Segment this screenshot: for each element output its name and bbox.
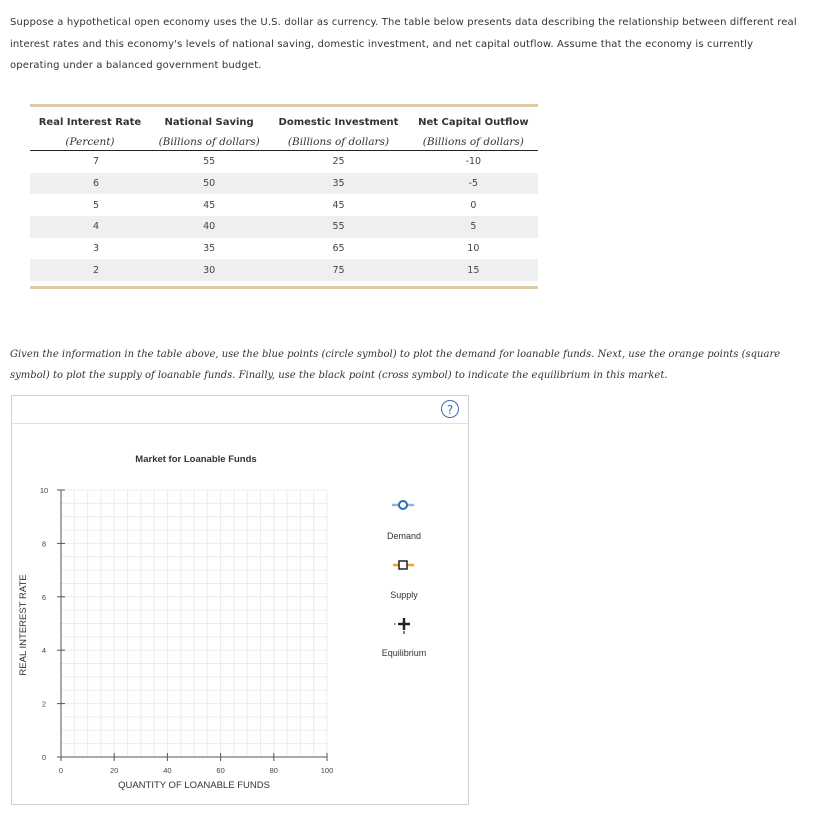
table-cell: 55 <box>203 156 216 168</box>
x-tick-label: 80 <box>269 766 278 775</box>
table-cell: 5 <box>92 199 99 211</box>
intro-paragraph: Suppose a hypothetical open economy uses the U.S. dollar as currency. The table below presents data describing the relationship between different real interest rates and this economy's levels of national saving, domestic investment, and net capital outflow. Assume that the economy is currently operating under a balanced government budget. <box>10 17 797 71</box>
table-cell: -5 <box>409 173 538 195</box>
instructions-text: Given the information in the table above, use the blue points (circle symbol) to plot the demand for loanable funds. Next, use the orange points (square symbol) to plot the supply of loanable funds. Finally, use the black point (cross symbol) to indicate the equilibrium in this market. <box>10 349 781 381</box>
chart-title: Market for Loanable Funds <box>135 454 257 465</box>
y-tick-label: 8 <box>41 539 47 549</box>
table-cell: 55 <box>268 216 408 238</box>
table-cell: 35 <box>203 243 216 255</box>
x-tick-label: 40 <box>163 766 172 775</box>
col-subheader: (Billions of dollars) <box>287 136 390 148</box>
table-cell: 0 <box>470 199 477 211</box>
y-tick-label: 6 <box>41 592 47 602</box>
col-subheader: (Percent) <box>65 136 115 148</box>
table-cell: 7 <box>92 156 99 168</box>
equilibrium-tool[interactable] <box>394 618 410 634</box>
table-cell: 65 <box>332 243 345 255</box>
tick-labels <box>40 486 333 775</box>
table-cell: -10 <box>465 156 482 168</box>
supply-square-icon <box>399 561 407 569</box>
x-tick-label: 20 <box>110 766 119 775</box>
col-header: Net Capital Outflow <box>418 116 529 128</box>
legend-demand-label: Demand <box>386 531 422 541</box>
y-tick-label: 0 <box>41 753 47 762</box>
col-subheader: (Billions of dollars) <box>422 136 524 148</box>
supply-tool[interactable] <box>393 561 414 569</box>
x-axis-label: QUANTITY OF LOANABLE FUNDS <box>118 780 270 791</box>
table-cell: 50 <box>150 173 268 195</box>
table-cell: 3 <box>92 243 99 255</box>
x-tick-label: 0 <box>58 766 64 775</box>
y-tick-label: 10 <box>39 486 49 495</box>
y-axis-label: REAL INTEREST RATE <box>18 574 29 676</box>
table-cell: 4 <box>30 216 150 238</box>
table-cell: 15 <box>409 259 538 281</box>
demand-circle-icon <box>399 501 407 509</box>
chart-axes <box>57 490 327 761</box>
x-tick-label: 100 <box>320 766 334 775</box>
help-button[interactable]: ? <box>441 400 459 418</box>
y-tick-label: 4 <box>41 646 47 656</box>
table-cell: 30 <box>150 259 268 281</box>
x-tick-label: 60 <box>216 766 225 775</box>
col-subheader: (Billions of dollars) <box>158 136 260 148</box>
table-cell: 25 <box>332 156 345 168</box>
demand-tool[interactable] <box>392 501 414 509</box>
table-cell: 2 <box>30 259 150 281</box>
table-cell: 45 <box>332 199 345 211</box>
col-header: Real Interest Rate <box>38 116 142 128</box>
table-cell: 45 <box>203 199 216 211</box>
table-cell: 75 <box>268 259 408 281</box>
col-header: National Saving <box>164 116 254 128</box>
col-header: Domestic Investment <box>278 116 399 128</box>
legend-equilibrium-label: Equilibrium <box>381 648 427 658</box>
table-cell: 10 <box>467 243 480 255</box>
y-tick-label: 2 <box>41 699 47 709</box>
chart-grid <box>61 490 327 757</box>
table-cell: 35 <box>268 173 408 195</box>
table-cell: 6 <box>30 173 150 195</box>
table-cell: 5 <box>409 216 538 238</box>
table-cell: 40 <box>150 216 268 238</box>
legend-supply-label: Supply <box>390 590 418 600</box>
